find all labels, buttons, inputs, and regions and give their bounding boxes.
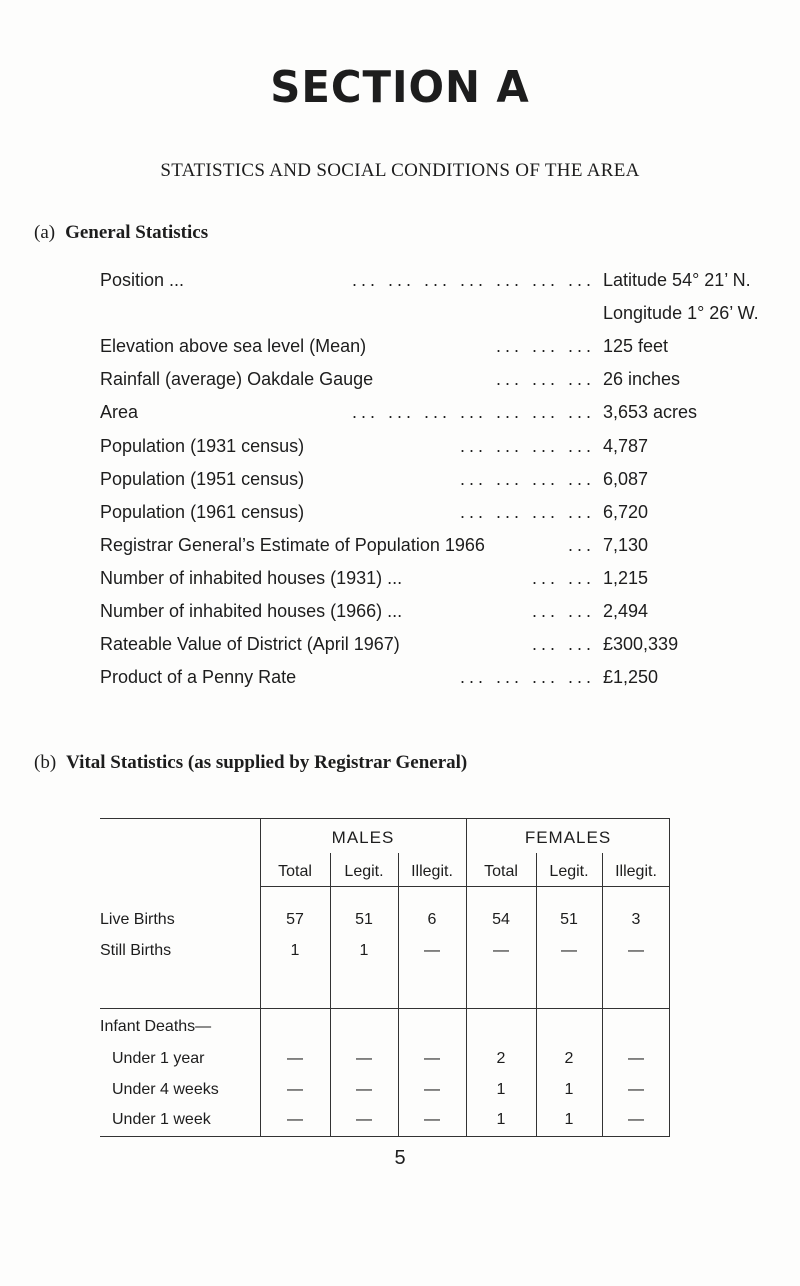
stat-row xyxy=(100,336,790,362)
stat-row xyxy=(100,469,790,495)
table-cell: 1 xyxy=(564,1111,574,1128)
stat-label: Population (1961 census) xyxy=(100,502,305,522)
leader-dots: ... ... ... ... xyxy=(459,502,595,522)
table-cell: — xyxy=(424,1111,440,1128)
stat-value: £1,250 xyxy=(603,667,659,687)
females-header: FEMALES xyxy=(524,828,612,847)
leader-dots: ... ... ... ... ... ... ... xyxy=(351,402,595,422)
table-cell: — xyxy=(287,1081,303,1098)
stat-label: Number of inhabited houses (1931) ... xyxy=(100,568,403,588)
stat-value: 3,653 acres xyxy=(603,402,698,422)
leader-dots: ... ... ... xyxy=(495,369,595,389)
stat-label: Registrar General’s Estimate of Population 1966 xyxy=(100,535,485,555)
table-cell: 51 xyxy=(560,911,578,928)
stat-row xyxy=(100,436,790,462)
section-marker: (a) xyxy=(34,222,56,243)
table-cell: — xyxy=(561,942,577,959)
stat-label: Product of a Penny Rate xyxy=(100,667,297,687)
column-header: Legit. xyxy=(549,863,589,880)
stat-row xyxy=(100,667,790,693)
table-cell: 57 xyxy=(286,911,304,928)
table-cell: — xyxy=(287,1050,303,1067)
heading-label: Vital Statistics (as supplied by Registrar General) xyxy=(66,752,468,773)
heading-label: General Statistics xyxy=(65,222,209,243)
table-cell: — xyxy=(628,1050,644,1067)
stat-row xyxy=(100,535,790,561)
stat-row xyxy=(100,270,790,296)
stat-row xyxy=(100,634,790,660)
stat-label: Number of inhabited houses (1966) ... xyxy=(100,601,403,621)
table-cell: 3 xyxy=(631,911,641,928)
leader-dots: ... ... ... ... ... ... ... xyxy=(351,270,595,290)
section-title: SECTION A xyxy=(270,62,530,113)
stat-row xyxy=(100,402,790,428)
stat-row xyxy=(100,369,790,395)
page-subtitle: STATISTICS AND SOCIAL CONDITIONS OF THE AREA xyxy=(160,160,640,181)
page-number: 5 xyxy=(394,1147,406,1169)
stat-row xyxy=(100,568,790,594)
table-cell: 6 xyxy=(427,911,437,928)
table-rule xyxy=(100,1008,670,1009)
table-cell: — xyxy=(493,942,509,959)
table-rule xyxy=(260,886,670,887)
table-cell: 54 xyxy=(492,911,510,928)
stat-row xyxy=(100,502,790,528)
stat-value: 6,087 xyxy=(603,469,649,489)
leader-dots: ... ... xyxy=(531,634,595,654)
stat-value: 1,215 xyxy=(603,568,649,588)
row-label: Under 1 year xyxy=(112,1050,205,1067)
stat-value: 7,130 xyxy=(603,535,649,555)
stat-row xyxy=(100,601,790,627)
stat-value: 2,494 xyxy=(603,601,649,621)
stat-label: Population (1931 census) xyxy=(100,436,305,456)
stat-label: Rateable Value of District (April 1967) xyxy=(100,634,400,654)
table-rule xyxy=(100,818,670,819)
general-statistics-heading xyxy=(34,222,208,244)
table-cell: — xyxy=(424,942,440,959)
table-rule xyxy=(100,1136,670,1137)
leader-dots: ... ... ... ... xyxy=(459,667,595,687)
column-header: Illegit. xyxy=(411,863,453,880)
column-header: Total xyxy=(278,863,312,880)
column-header: Total xyxy=(484,863,518,880)
table-cell: — xyxy=(424,1050,440,1067)
stat-value: 26 inches xyxy=(603,369,681,389)
table-cell: — xyxy=(424,1081,440,1098)
table-cell: 1 xyxy=(496,1111,506,1128)
stat-value: Longitude 1° 26’ W. xyxy=(603,303,759,323)
stat-label: Area xyxy=(100,402,139,422)
row-label: Under 4 weeks xyxy=(112,1081,219,1098)
table-cell: — xyxy=(628,1081,644,1098)
leader-dots: ... xyxy=(567,535,595,555)
column-header: Illegit. xyxy=(615,863,657,880)
leader-dots: ... ... xyxy=(531,601,595,621)
table-cell: 2 xyxy=(564,1050,574,1067)
section-marker: (b) xyxy=(34,752,57,773)
row-label: Still Births xyxy=(100,942,172,959)
table-cell: 1 xyxy=(290,942,300,959)
leader-dots: ... ... ... ... xyxy=(459,469,595,489)
stat-value: 6,720 xyxy=(603,502,649,522)
leader-dots: ... ... ... ... xyxy=(459,436,595,456)
stat-label: Rainfall (average) Oakdale Gauge xyxy=(100,369,374,389)
table-cell: 1 xyxy=(359,942,369,959)
vital-statistics-table xyxy=(100,818,670,1128)
stat-row xyxy=(100,303,790,329)
leader-dots: ... ... xyxy=(531,568,595,588)
stat-label: Position ... xyxy=(100,270,185,290)
stat-value: 125 feet xyxy=(603,336,669,356)
stat-label: Elevation above sea level (Mean) xyxy=(100,336,367,356)
row-label: Infant Deaths— xyxy=(100,1018,212,1035)
table-cell: — xyxy=(356,1081,372,1098)
vital-statistics-heading xyxy=(34,752,467,774)
row-label: Live Births xyxy=(100,911,175,928)
table-cell: — xyxy=(628,942,644,959)
table-cell: — xyxy=(356,1050,372,1067)
table-cell: — xyxy=(628,1111,644,1128)
table-cell: — xyxy=(287,1111,303,1128)
table-cell: 1 xyxy=(564,1081,574,1098)
stat-label: Population (1951 census) xyxy=(100,469,305,489)
males-header: MALES xyxy=(331,828,395,847)
table-cell: 51 xyxy=(355,911,373,928)
table-cell: 1 xyxy=(496,1081,506,1098)
table-cell: — xyxy=(356,1111,372,1128)
column-header: Legit. xyxy=(344,863,384,880)
row-label: Under 1 week xyxy=(112,1111,211,1128)
leader-dots: ... ... ... xyxy=(495,336,595,356)
stat-value: Latitude 54° 21’ N. xyxy=(603,270,751,290)
stat-value: 4,787 xyxy=(603,436,649,456)
stat-value: £300,339 xyxy=(603,634,679,654)
table-cell: 2 xyxy=(496,1050,506,1067)
